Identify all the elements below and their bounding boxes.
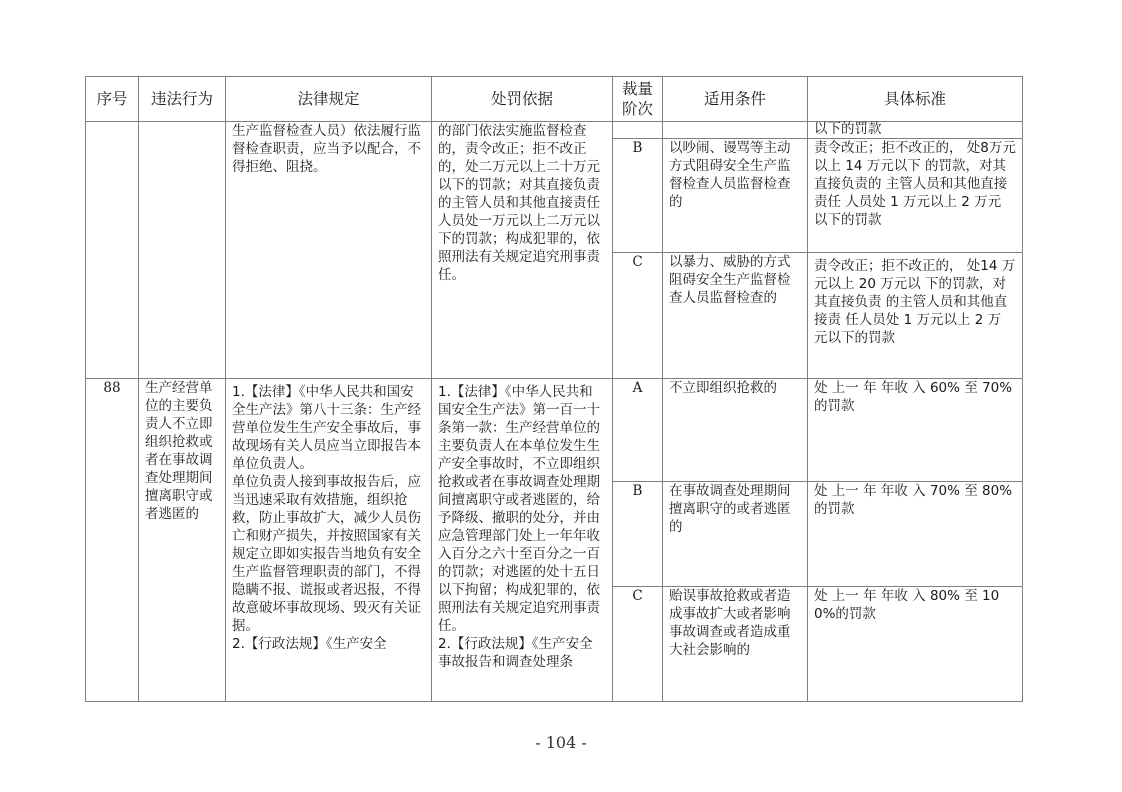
header-condition: 适用条件: [663, 77, 808, 122]
cont-condition-c: 以暴力、威胁的方式阻碍安全生产监督检查人员监督检查的: [663, 253, 808, 379]
item88-act: 生产经营单位的主要负责人不立即组织抢救或者在事故调查处理期间擅离职守或者逃匿的: [139, 379, 226, 702]
item88-law-p2: 单位负责人接到事故报告后，应当迅速采取有效措施，组织抢救，防止事故扩大，减少人员伤亡和财产损失，并按照国家有关规定立即如实报告当地负有安全生产监督管理职责的部门，不得隐瞒不报、谎报或者迟报，不得故意破坏事故现场、毁灭有关证据。: [232, 474, 421, 634]
item88-law-p3: 2.【行政法规】《生产安全: [232, 636, 387, 652]
header-no: 序号: [86, 77, 139, 122]
cont-condition-b: 以吵闹、谩骂等主动方式阻碍安全生产监督检查人员监督检查的: [663, 139, 808, 253]
cont-level-b: B: [613, 139, 663, 253]
page-number: - 104 -: [535, 733, 587, 752]
item88-law-cell: [226, 379, 432, 702]
prev-standard-tail: 以下的罚款: [814, 121, 882, 137]
item88-law-p1: 1.【法律】《中华人民共和国安全生产法》第八十三条：生产经营单位发生生产安全事故后，事故现场有关人员应当立即报告本单位负责人。: [232, 384, 421, 472]
cont-standard-b: 责令改正；拒不改正的， 处8万元以上 14 万元以下 的罚款，对其直接负责的 主管人员和其他直接责任 人员处 1 万元以上 2 万元 以下的罚款: [808, 139, 1023, 253]
item88-level-b: B: [613, 482, 663, 587]
header-violation: 违法行为: [139, 77, 226, 122]
header-row: [86, 77, 1023, 122]
item88-no: 88: [86, 379, 139, 702]
item88-level-c: C: [613, 587, 663, 702]
cont-condition-prev: [663, 122, 808, 139]
header-basis: 处罚依据: [432, 77, 613, 122]
item88-basis-p2: 2.【行政法规】《生产安全事故报告和调查处理条: [438, 636, 593, 670]
cont-level-prev: [613, 122, 663, 139]
item88-standard-b: 处 上一 年 年收 入 70% 至 80%的罚款: [808, 482, 1023, 587]
cont-standard-prev: [808, 122, 1023, 139]
cont-law-cell: 生产监督检查人员）依法履行监督检查职责，应当予以配合，不得拒绝、阻挠。: [226, 122, 432, 379]
cont-basis-cell: 的部门依法实施监督检查的，责令改正；拒不改正的，处二万元以上二十万元以下的罚款；对其直接负责的主管人员和其他直接责任人员处一万元以上二万元以下的罚款；构成犯罪的，依照刑法有关规定追究刑事责任。: [432, 122, 613, 379]
item88-basis-p1: 1.【法律】《中华人民共和国安全生产法》第一百一十条第一款：生产经营单位的主要负责人在本单位发生生产安全事故时，不立即组织抢救或者在事故调查处理期间擅离职守或者逃匿的，给予降级、撤职的处分，并由应急管理部门处上一年年收入百分之六十至百分之一百的罚款；对逃匿的处十五日以下拘留；构成犯罪的，依照刑法有关规定追究刑事责任。: [438, 384, 600, 634]
item88-condition-c: 贻误事故抢救或者造成事故扩大或者影响事故调查或者造成重大社会影响的: [663, 587, 808, 702]
item88-standard-a: 处 上一 年 年收 入 60% 至 70%的罚款: [808, 379, 1023, 482]
cont-standard-c: 责令改正；拒不改正的， 处14 万元以上 20 万元以 下的罚款，对其直接负责 的主管人员和其他直接责 任人员处 1 万元以上 2 万 元以下的罚款: [808, 253, 1023, 379]
item88-level-a: A: [613, 379, 663, 482]
item88-condition-b: 在事故调查处理期间擅离职守的或者逃匿的: [663, 482, 808, 587]
cont-no-cell: [86, 122, 139, 379]
item88-condition-a: 不立即组织抢救的: [663, 379, 808, 482]
cont-level-c: C: [613, 253, 663, 379]
table-row: [86, 379, 1023, 482]
item88-standard-c: 处 上一 年 年收 入 80% 至 100%的罚款: [808, 587, 1023, 702]
header-law: 法律规定: [226, 77, 432, 122]
penalty-standards-table: [85, 76, 1023, 702]
cont-act-cell: [139, 122, 226, 379]
header-standard: 具体标准: [808, 77, 1023, 122]
table-row: [86, 122, 1023, 139]
header-level: 裁量阶次: [613, 77, 663, 122]
item88-basis-cell: [432, 379, 613, 702]
